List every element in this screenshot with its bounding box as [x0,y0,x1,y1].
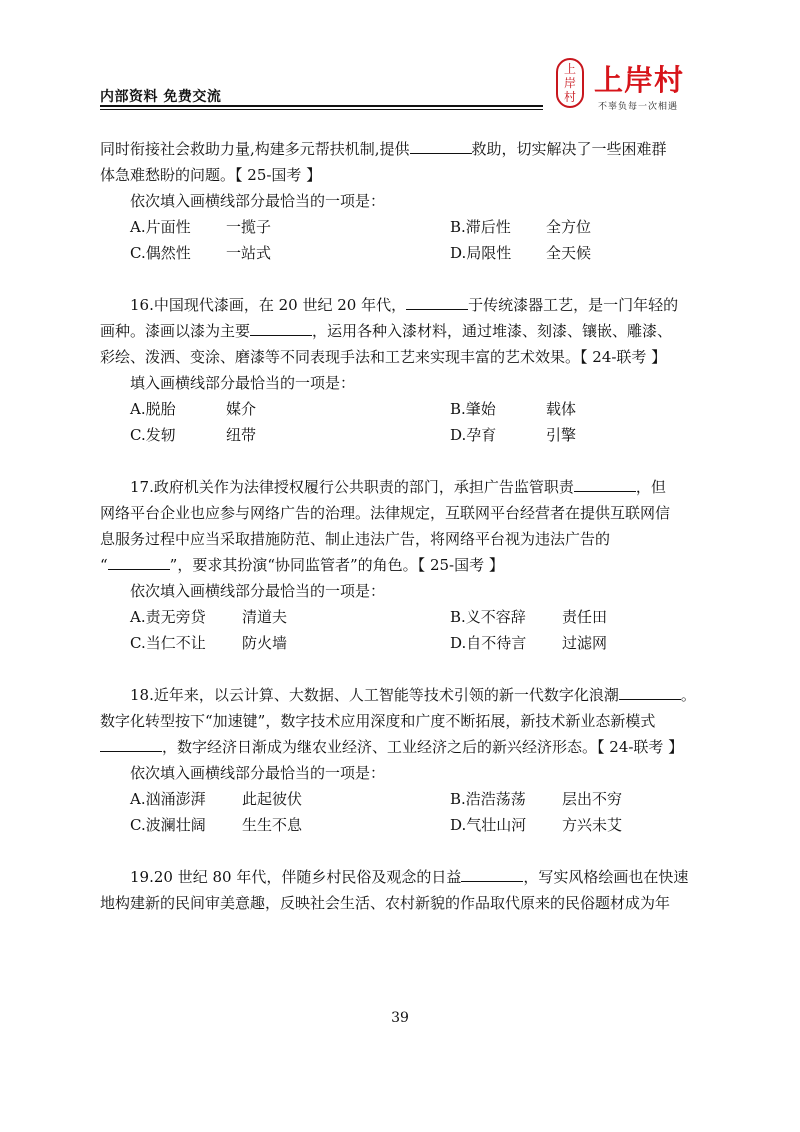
option-value: 载体 [546,400,577,418]
option-label: B.肇始 [450,400,496,418]
option-value: 全方位 [546,218,592,236]
option-label: D.局限性 [450,244,512,262]
option-value: 全天候 [546,244,592,262]
question-text-line [100,292,700,318]
text-segment: “ [100,556,108,574]
question-text-line: 息服务过程中应当采取措施防范、制止违法广告，将网络平台视为违法广告的 [100,530,611,548]
option-value: 防火墙 [242,634,288,652]
text-segment: 16.中国现代漆画，在 20 世纪 20 年代， [130,296,407,314]
question-prompt: 依次填入画横线部分最恰当的一项是： [130,582,386,600]
answer-blank [100,737,162,752]
option-label: C.波澜壮阔 [130,816,206,834]
question-text-line: 地构建新的民间审美意趣，反映社会生活、农村新貌的作品取代原来的民俗题材成为年 [100,894,671,912]
question-text-line: 网络平台企业也应参与网络广告的治理。法律规定，互联网平台经营者在提供互联网信 [100,504,671,522]
text-segment: ”，要求其扮演“协同监管者”的角色。【 25-国考 】 [169,556,504,574]
text-segment: 于传统漆器工艺，是一门年轻的 [468,296,679,314]
option-label: C.偶然性 [130,244,191,262]
question-prompt: 依次填入画横线部分最恰当的一项是： [130,764,386,782]
text-segment: ，写实风格绘画也在快速 [523,868,689,886]
option-value: 责任田 [562,608,608,626]
question-text-line [100,734,700,760]
option-a [130,396,450,422]
option-label: A.脱胎 [130,400,176,418]
question-text-line [100,136,700,162]
option-d [450,240,730,266]
option-label: B.浩浩荡荡 [450,790,526,808]
options-grid [100,604,700,656]
option-d [450,812,730,838]
option-value: 层出不穷 [562,790,623,808]
option-value: 一站式 [226,244,272,262]
option-b [450,604,730,630]
text-segment: 17.政府机关作为法律授权履行公共职责的部门，承担广告监管职责 [130,478,574,496]
answer-blank [406,295,468,310]
option-label: C.发轫 [130,426,176,444]
brand-logo-text: 上岸村 [594,63,685,97]
option-label: B.滞后性 [450,218,511,236]
page-body [100,136,700,916]
option-d [450,630,730,656]
option-label: D.气壮山河 [450,816,527,834]
option-value: 此起彼伏 [242,790,303,808]
header-rule-thin [100,109,543,110]
option-label: A.责无旁贷 [130,608,206,626]
answer-blank [619,685,681,700]
option-a [130,786,450,812]
option-value: 引擎 [546,426,577,444]
options-grid [100,786,700,838]
answer-blank [461,867,523,882]
brand-slogan: 不辜负每一次相遇 [598,102,679,112]
text-segment: 同时衔接社会救助力量,构建多元帮扶机制,提供 [100,140,410,158]
options-grid [100,396,700,448]
option-value: 媒介 [226,400,257,418]
header-text: 内部资料 免费交流 [100,89,222,105]
question-text-line [100,682,700,708]
option-c [130,812,450,838]
options-grid [100,214,700,266]
text-segment: 。 [680,686,696,704]
text-segment: ，运用各种入漆材料，通过堆漆、刻漆、镶嵌、雕漆、 [312,322,673,340]
option-b [450,786,730,812]
text-segment: ，数字经济日渐成为继农业经济、工业经济之后的新兴经济形态。【 24-联考 】 [162,738,684,756]
answer-blank [108,555,170,570]
header-rule [100,105,543,107]
question-text-line [100,318,700,344]
option-d [450,422,730,448]
seal-char: 上 [563,62,576,76]
option-label: A.片面性 [130,218,191,236]
option-value: 清道夫 [242,608,288,626]
question-text-line: 彩绘、泼洒、变涂、磨漆等不同表现手法和工艺来实现丰富的艺术效果。【 24-联考 】 [100,348,667,366]
option-value: 过滤网 [562,634,608,652]
option-value: 纽带 [226,426,257,444]
option-label: D.孕育 [450,426,497,444]
option-b [450,396,730,422]
question-text-line: 体急难愁盼的问题。【 25-国考 】 [100,166,322,184]
option-value: 一揽子 [226,218,272,236]
option-c [130,422,450,448]
question-prompt: 填入画横线部分最恰当的一项是： [130,374,356,392]
option-value: 生生不息 [242,816,303,834]
text-segment: ，但 [635,478,666,496]
seal-char: 岸 [563,76,576,90]
question-prompt: 依次填入画横线部分最恰当的一项是： [130,192,386,210]
text-segment: 18.近年来，以云计算、大数据、人工智能等技术引领的新一代数字化浪潮 [130,686,619,704]
text-segment: 救助，切实解决了一些困难群 [471,140,667,158]
page-number: 39 [391,1010,409,1026]
logo-seal-icon [556,58,584,108]
text-segment: 画种。漆画以漆为主要 [100,322,251,340]
answer-blank [410,139,472,154]
option-value: 方兴未艾 [562,816,623,834]
question-text-line: 数字化转型按下“加速键”，数字技术应用深度和广度不断拓展，新技术新业态新模式 [100,712,656,730]
option-a [130,604,450,630]
option-b [450,214,730,240]
text-segment: 19.20 世纪 80 年代，伴随乡村民俗及观念的日益 [130,868,462,886]
question-text-line [100,864,700,890]
option-a [130,214,450,240]
option-label: D.自不待言 [450,634,527,652]
question-text-line [100,474,700,500]
option-c [130,630,450,656]
option-label: B.义不容辞 [450,608,526,626]
answer-blank [574,477,636,492]
answer-blank [250,321,312,336]
option-c [130,240,450,266]
seal-char: 村 [563,90,576,104]
option-label: A.汹涌澎湃 [130,790,206,808]
option-label: C.当仁不让 [130,634,206,652]
question-text-line [100,552,700,578]
